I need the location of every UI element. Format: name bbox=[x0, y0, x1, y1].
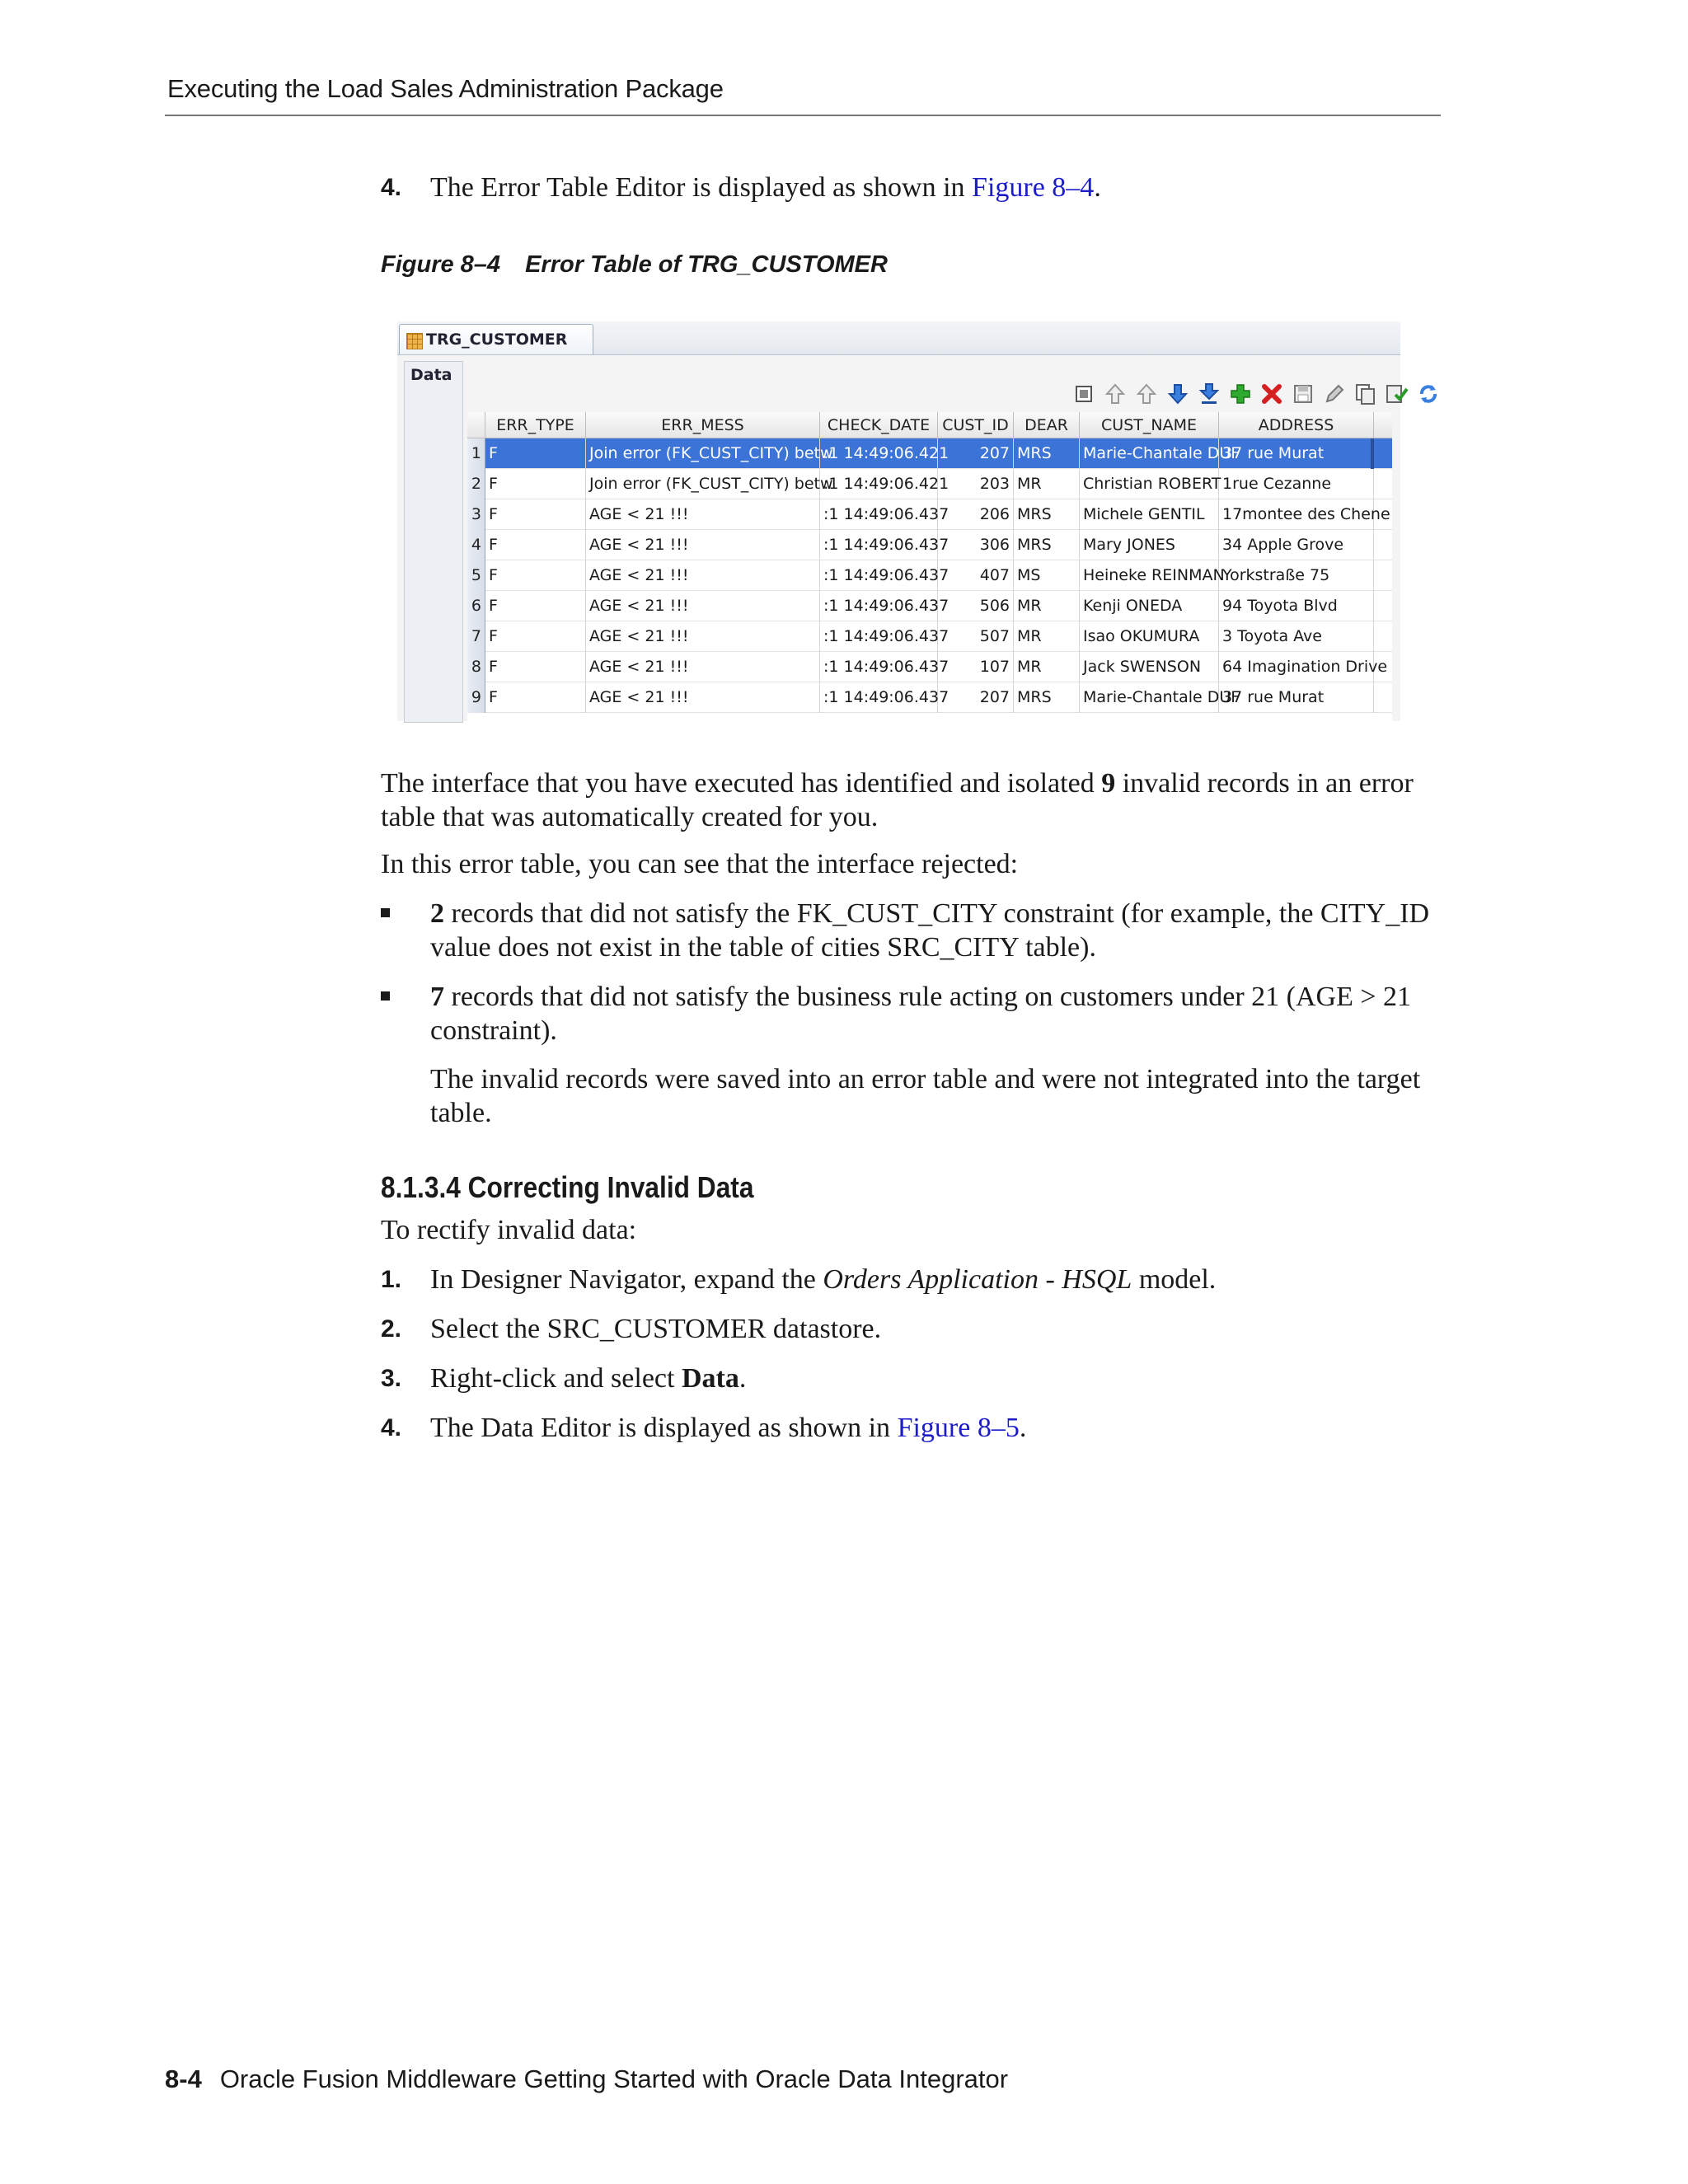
cell-err-type[interactable]: F bbox=[485, 652, 586, 682]
table-row[interactable] bbox=[467, 469, 1392, 499]
cell-dear[interactable]: MRS bbox=[1014, 682, 1080, 713]
step-number: 2. bbox=[381, 1315, 402, 1343]
figure-title: Error Table of TRG_CUSTOMER bbox=[525, 251, 888, 278]
page-footer bbox=[165, 2064, 1008, 2094]
step-text: The Data Editor is displayed as shown in Figure 8–5. bbox=[430, 1413, 1027, 1443]
cell-cust-name[interactable]: Michele GENTIL bbox=[1080, 499, 1219, 530]
cell-check-date[interactable]: :1 14:49:06.437 bbox=[820, 621, 938, 652]
cell-check-date[interactable]: :1 14:49:06.437 bbox=[820, 652, 938, 682]
cell-cust-id[interactable]: 206 bbox=[938, 499, 1014, 530]
step-number: 3. bbox=[381, 1365, 402, 1392]
cell-address[interactable]: 3 Toyota Ave bbox=[1219, 621, 1374, 652]
step-number: 4. bbox=[381, 174, 402, 201]
figure-8-5-link[interactable]: Figure 8–5 bbox=[897, 1413, 1020, 1443]
para-invalid-saved: The invalid records were saved into an error table and were not integrated into the target table. bbox=[430, 1064, 1421, 1128]
row-number-header bbox=[467, 412, 485, 438]
book-title: Oracle Fusion Middleware Getting Started with Oracle Data Integrator bbox=[219, 2064, 1009, 2093]
cell-dear[interactable]: MR bbox=[1014, 621, 1080, 652]
editor-tab-strip bbox=[397, 321, 1400, 355]
save-icon[interactable] bbox=[1290, 381, 1316, 407]
step-number: 1. bbox=[381, 1266, 402, 1293]
cell-cust-id[interactable]: 207 bbox=[938, 438, 1014, 469]
data-toolbar bbox=[467, 377, 1392, 410]
cell-cust-name[interactable]: Kenji ONEDA bbox=[1080, 591, 1219, 621]
para-isolated-records: The interface that you have executed has identified and isolated 9 invalid records in an error table that was automatically created for you. bbox=[381, 768, 1414, 832]
column-header[interactable]: CUST_NAME bbox=[1080, 412, 1219, 438]
cell-address[interactable]: 94 Toyota Blvd bbox=[1219, 591, 1374, 621]
cell-err-type[interactable]: F bbox=[485, 560, 586, 591]
cell-address[interactable]: 1rue Cezanne bbox=[1219, 469, 1374, 499]
row-number[interactable]: 7 bbox=[467, 621, 485, 652]
figure-label: Figure 8–4 bbox=[381, 251, 501, 278]
add-row-icon[interactable] bbox=[1227, 381, 1254, 407]
cell-check-date[interactable]: :1 14:49:06.437 bbox=[820, 591, 938, 621]
table-row[interactable] bbox=[467, 591, 1392, 621]
filler-header bbox=[1374, 412, 1392, 438]
section-heading: 8.1.3.4 Correcting Invalid Data bbox=[381, 1170, 754, 1204]
cell-dear[interactable]: MR bbox=[1014, 652, 1080, 682]
cell-cust-name[interactable]: Mary JONES bbox=[1080, 530, 1219, 560]
column-header[interactable]: DEAR bbox=[1014, 412, 1080, 438]
cell-address[interactable]: 37 rue Murat bbox=[1219, 682, 1374, 713]
column-header[interactable]: ERR_MESS bbox=[586, 412, 820, 438]
cell-cust-id[interactable]: 306 bbox=[938, 530, 1014, 560]
cell-dear[interactable]: MR bbox=[1014, 469, 1080, 499]
table-row[interactable] bbox=[467, 682, 1392, 713]
para-rejected-intro: In this error table, you can see that the interface rejected: bbox=[381, 849, 1019, 879]
cell-err-type[interactable]: F bbox=[485, 621, 586, 652]
cell-dear[interactable]: MRS bbox=[1014, 530, 1080, 560]
cell-err-mess[interactable]: AGE < 21 !!! bbox=[586, 682, 820, 713]
side-panel bbox=[404, 361, 463, 723]
column-header[interactable]: ADDRESS bbox=[1219, 412, 1374, 438]
move-top-icon[interactable] bbox=[1102, 381, 1128, 407]
row-number[interactable]: 6 bbox=[467, 591, 485, 621]
cell-cust-name[interactable]: Jack SWENSON bbox=[1080, 652, 1219, 682]
cell-err-mess[interactable]: AGE < 21 !!! bbox=[586, 499, 820, 530]
bullet-fk-constraint: 2 records that did not satisfy the FK_CUST_CITY constraint (for example, the CITY_ID value does not exist in the table of cities SRC_CITY table). bbox=[381, 897, 1444, 964]
row-number[interactable]: 9 bbox=[467, 682, 485, 713]
cell-check-date[interactable]: :1 14:49:06.437 bbox=[820, 560, 938, 591]
copy-icon[interactable] bbox=[1353, 381, 1379, 407]
cell-check-date[interactable]: :1 14:49:06.437 bbox=[820, 499, 938, 530]
cell-check-date[interactable]: :1 14:49:06.437 bbox=[820, 530, 938, 560]
cell-cust-name[interactable]: Heineke REINMAN bbox=[1080, 560, 1219, 591]
cell-cust-id[interactable]: 507 bbox=[938, 621, 1014, 652]
cell-err-type[interactable]: F bbox=[485, 469, 586, 499]
row-number[interactable]: 5 bbox=[467, 560, 485, 591]
step-text: The Error Table Editor is displayed as shown in Figure 8–4. bbox=[430, 172, 1101, 203]
step-text: In Designer Navigator, expand the Orders Application - HSQL model. bbox=[430, 1264, 1217, 1295]
cell-err-mess[interactable]: AGE < 21 !!! bbox=[586, 530, 820, 560]
table-row[interactable] bbox=[467, 621, 1392, 652]
table-row[interactable] bbox=[467, 499, 1392, 530]
cell-err-mess[interactable]: Join error (FK_CUST_CITY) betw bbox=[586, 469, 820, 499]
cell-err-type[interactable]: F bbox=[485, 499, 586, 530]
column-header[interactable]: ERR_TYPE bbox=[485, 412, 586, 438]
cell-address[interactable]: 37 rue Murat bbox=[1219, 438, 1374, 469]
figure-caption bbox=[381, 251, 888, 279]
row-number[interactable]: 8 bbox=[467, 652, 485, 682]
cell-cust-name[interactable]: Isao OKUMURA bbox=[1080, 621, 1219, 652]
table-row[interactable] bbox=[467, 530, 1392, 560]
cell-dear[interactable]: MRS bbox=[1014, 499, 1080, 530]
delete-row-icon[interactable] bbox=[1259, 381, 1285, 407]
cell-cust-id[interactable]: 407 bbox=[938, 560, 1014, 591]
apply-icon[interactable] bbox=[1384, 381, 1410, 407]
edit-icon[interactable] bbox=[1321, 381, 1348, 407]
cell-err-type[interactable]: F bbox=[485, 682, 586, 713]
error-table-screenshot bbox=[397, 321, 1400, 721]
bullet-age-constraint: 7 records that did not satisfy the business rule acting on customers under 21 (AGE > 21 constraint). bbox=[381, 980, 1444, 1047]
record-view-icon[interactable] bbox=[1071, 381, 1097, 407]
page-number: 8-4 bbox=[165, 2064, 202, 2093]
cell-dear[interactable]: MS bbox=[1014, 560, 1080, 591]
cell-check-date[interactable]: :1 14:49:06.421 bbox=[820, 438, 938, 469]
cell-address[interactable]: 64 Imagination Drive bbox=[1219, 652, 1374, 682]
cell-err-mess[interactable]: AGE < 21 !!! bbox=[586, 621, 820, 652]
row-number[interactable]: 3 bbox=[467, 499, 485, 530]
cell-err-mess[interactable]: AGE < 21 !!! bbox=[586, 591, 820, 621]
cell-address[interactable]: 17montee des Chene bbox=[1219, 499, 1374, 530]
header-rule bbox=[165, 115, 1441, 116]
cell-check-date[interactable]: :1 14:49:06.437 bbox=[820, 682, 938, 713]
cell-err-mess[interactable]: AGE < 21 !!! bbox=[586, 560, 820, 591]
cell-address[interactable]: Yorkstraße 75 bbox=[1219, 560, 1374, 591]
table-icon bbox=[406, 333, 423, 349]
error-data-grid bbox=[467, 412, 1392, 721]
row-number[interactable]: 1 bbox=[467, 438, 485, 469]
side-panel-data-tab[interactable]: Data bbox=[410, 366, 452, 384]
step-number: 4. bbox=[381, 1414, 402, 1441]
step-text: Select the SRC_CUSTOMER datastore. bbox=[430, 1314, 882, 1344]
section-intro: To rectify invalid data: bbox=[381, 1215, 637, 1245]
cell-err-mess[interactable]: Join error (FK_CUST_CITY) betw bbox=[586, 438, 820, 469]
cell-cust-name[interactable]: Marie-Chantale DUF bbox=[1080, 682, 1219, 713]
move-down-icon[interactable] bbox=[1165, 381, 1191, 407]
bullet-marker bbox=[381, 908, 390, 917]
cell-cust-name[interactable]: Marie-Chantale DUF bbox=[1080, 438, 1219, 469]
column-header[interactable]: CUST_ID bbox=[938, 412, 1014, 438]
row-number[interactable]: 2 bbox=[467, 469, 485, 499]
cell-err-type[interactable]: F bbox=[485, 591, 586, 621]
running-header: Executing the Load Sales Administration Package bbox=[167, 74, 724, 103]
cell-cust-id[interactable]: 203 bbox=[938, 469, 1014, 499]
cell-cust-id[interactable]: 506 bbox=[938, 591, 1014, 621]
table-row[interactable] bbox=[467, 652, 1392, 682]
refresh-icon[interactable] bbox=[1415, 381, 1442, 407]
figure-8-4-link[interactable]: Figure 8–4 bbox=[972, 172, 1095, 203]
move-bottom-icon[interactable] bbox=[1196, 381, 1222, 407]
cell-cust-name[interactable]: Christian ROBERT bbox=[1080, 469, 1219, 499]
step-text: Right-click and select Data. bbox=[430, 1363, 747, 1394]
row-number[interactable]: 4 bbox=[467, 530, 485, 560]
cell-check-date[interactable]: :1 14:49:06.421 bbox=[820, 469, 938, 499]
table-row[interactable] bbox=[467, 438, 1392, 469]
bullet-marker bbox=[381, 991, 390, 1001]
table-row[interactable] bbox=[467, 560, 1392, 591]
cell-dear[interactable]: MRS bbox=[1014, 438, 1080, 469]
cell-dear[interactable]: MR bbox=[1014, 591, 1080, 621]
cell-err-type[interactable]: F bbox=[485, 438, 586, 469]
move-up-icon[interactable] bbox=[1133, 381, 1160, 407]
tab-label: TRG_CUSTOMER bbox=[426, 330, 568, 349]
cell-cust-id[interactable]: 207 bbox=[938, 682, 1014, 713]
cell-err-mess[interactable]: AGE < 21 !!! bbox=[586, 652, 820, 682]
cell-err-type[interactable]: F bbox=[485, 530, 586, 560]
tab-trg-customer[interactable] bbox=[399, 324, 593, 354]
cell-cust-id[interactable]: 107 bbox=[938, 652, 1014, 682]
column-header[interactable]: CHECK_DATE bbox=[820, 412, 938, 438]
cell-address[interactable]: 34 Apple Grove bbox=[1219, 530, 1374, 560]
